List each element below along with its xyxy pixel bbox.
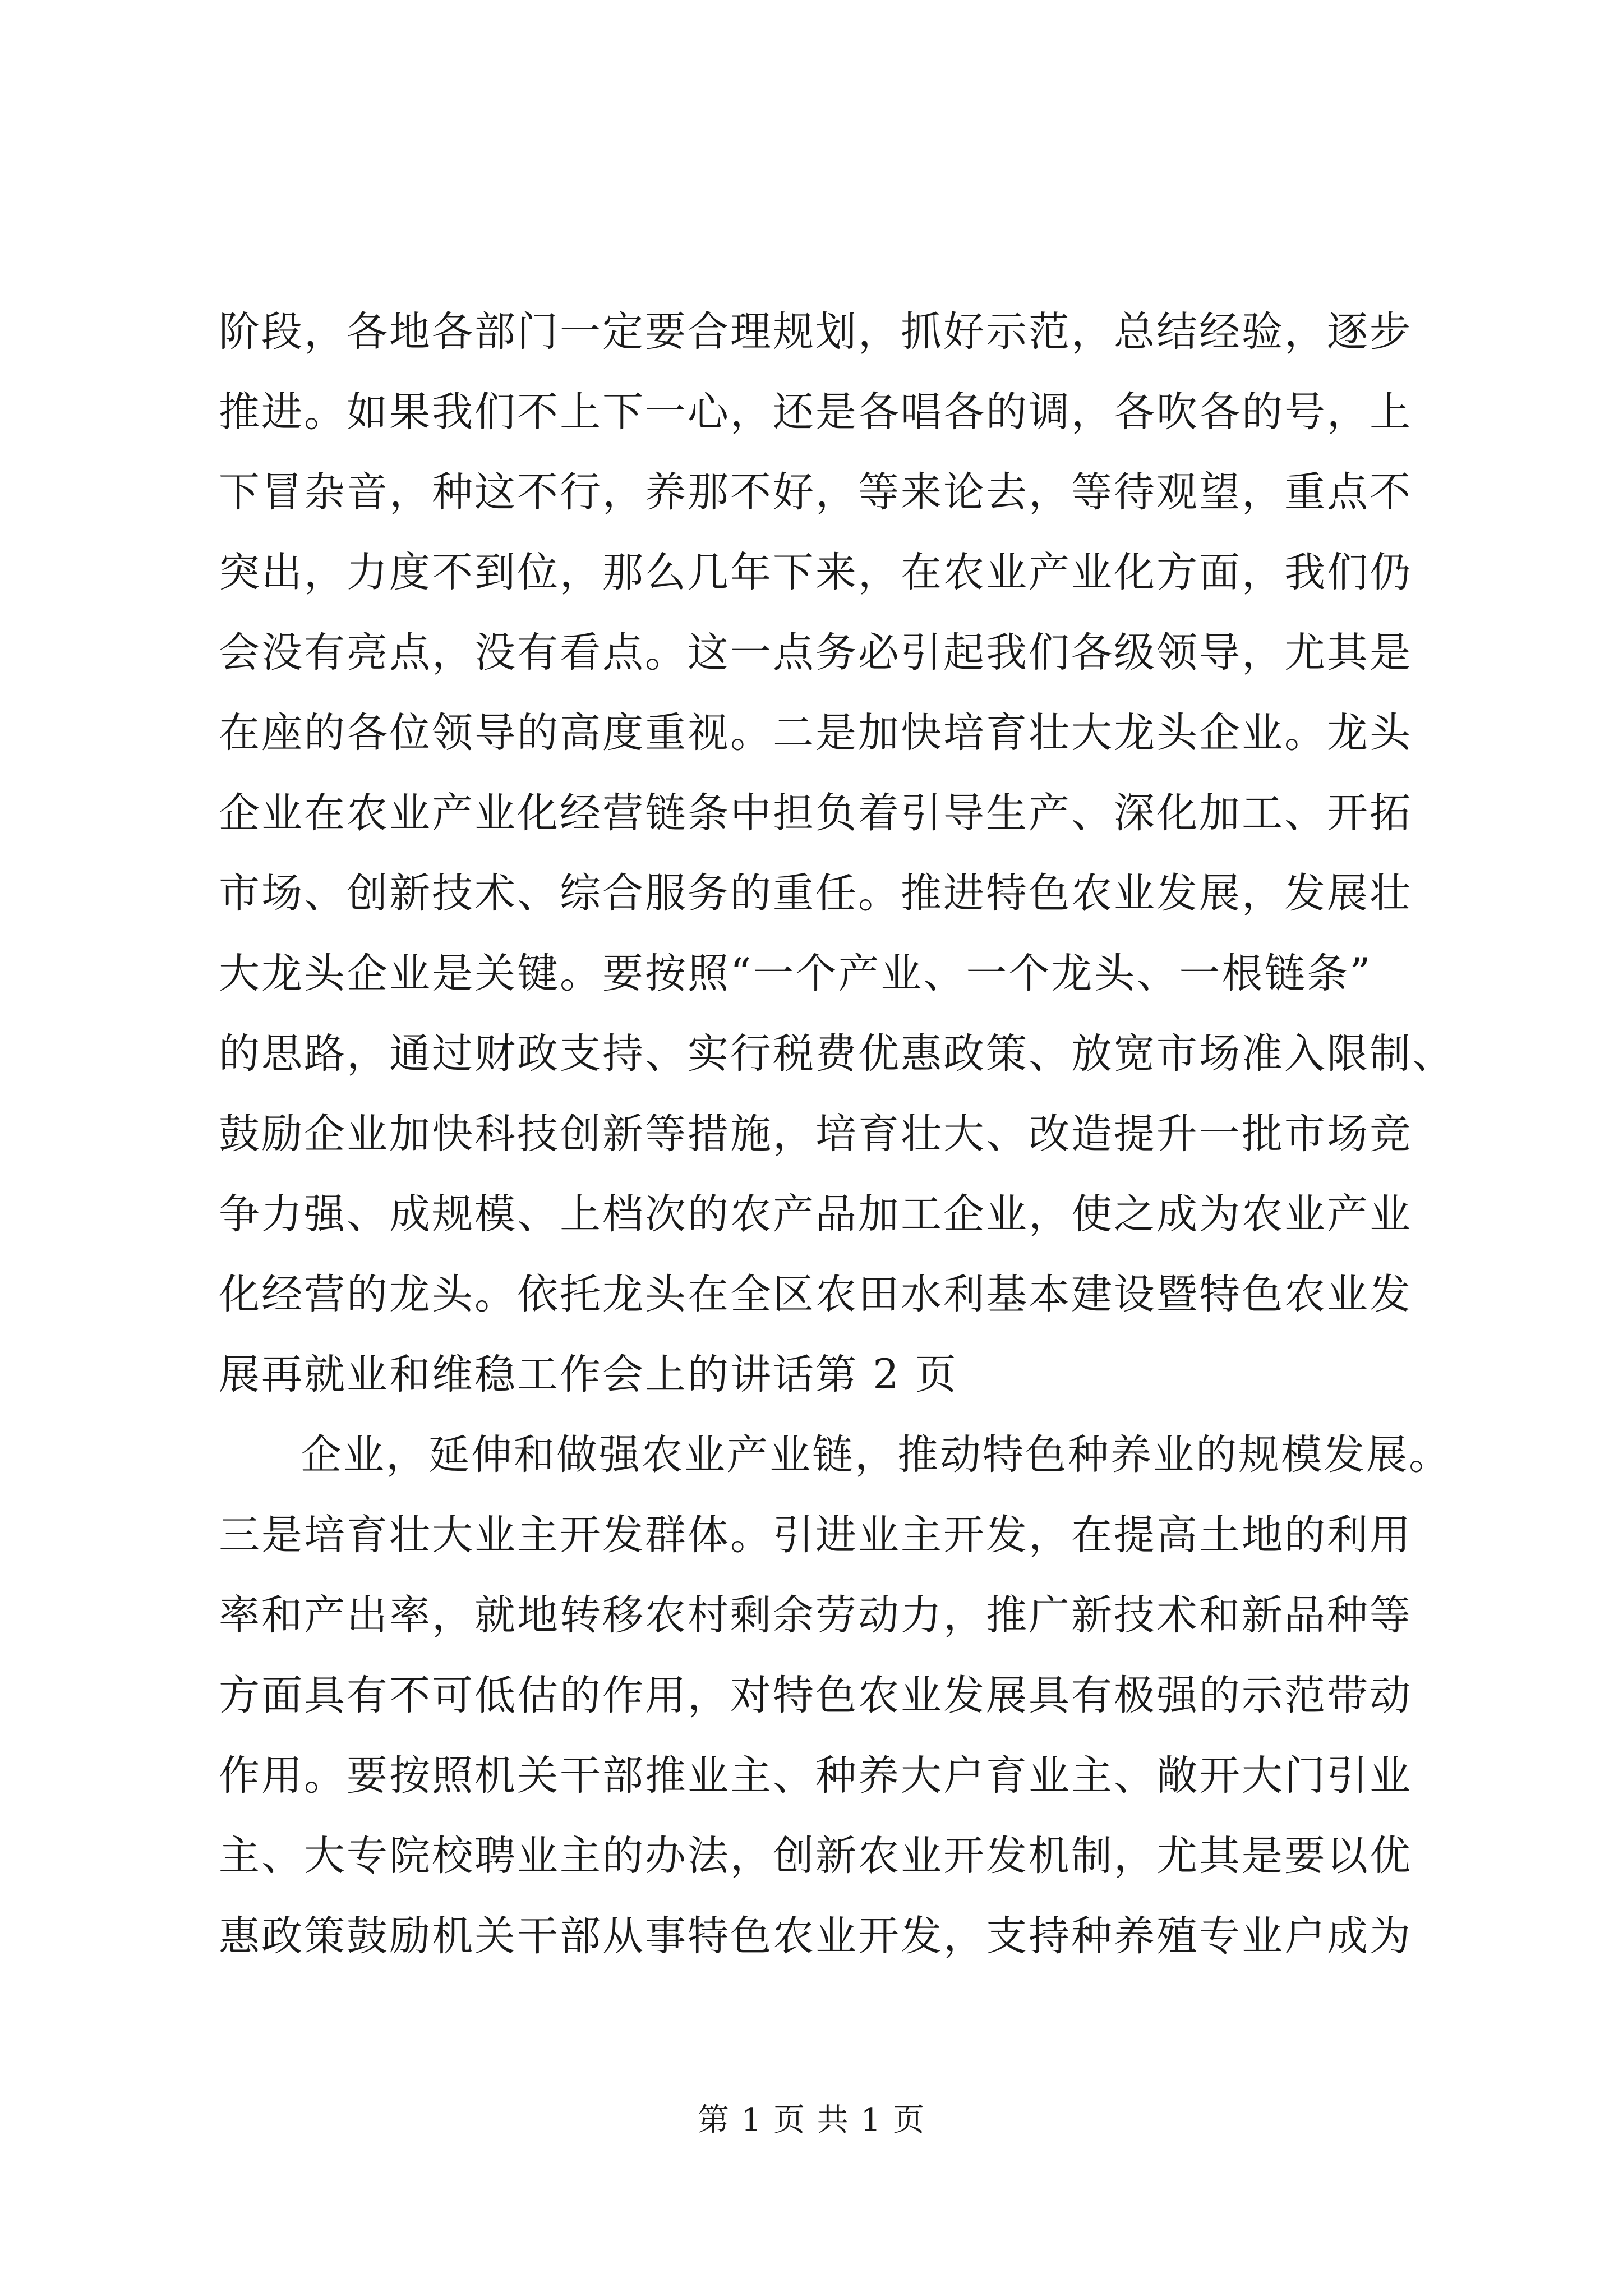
text-line: 下冒杂音，种这不行，养那不好，等来论去，等待观望，重点不 (219, 468, 1412, 516)
text-line: 突出，力度不到位，那么几年下来，在农业产业化方面，我们仍 (219, 549, 1412, 596)
text-line: 企业在农业产业化经营链条中担负着引导生产、深化加工、开拓 (219, 789, 1412, 837)
paragraph-start-line: 企业，延伸和做强农业产业链，推动特色种养业的规模发展。 (301, 1431, 1451, 1479)
text-line: 惠政策鼓励机关干部从事特色农业开发，支持种养殖专业户成为 (219, 1912, 1412, 1960)
text-line: 阶段，各地各部门一定要合理规划，抓好示范，总结经验，逐步 (219, 308, 1412, 356)
page-footer: 第 1 页 共 1 页 (697, 2102, 926, 2138)
text-line: 市场、创新技术、综合服务的重任。推进特色农业发展，发展壮 (219, 869, 1412, 917)
text-line: 在座的各位领导的高度重视。二是加快培育壮大龙头企业。龙头 (219, 709, 1412, 757)
text-line: 作用。要按照机关干部推业主、种养大户育业主、敞开大门引业 (219, 1752, 1412, 1800)
text-line: 会没有亮点，没有看点。这一点务必引起我们各级领导，尤其是 (219, 629, 1412, 677)
text-line: 大龙头企业是关键。要按照“一个产业、一个龙头、一根链条” (219, 950, 1372, 997)
text-line: 争力强、成规模、上档次的农产品加工企业，使之成为农业产业 (219, 1190, 1412, 1238)
text-line: 推进。如果我们不上下一心，还是各唱各的调，各吹各的号，上 (219, 388, 1412, 436)
text-line: 率和产出率，就地转移农村剩余劳动力，推广新技术和新品种等 (219, 1591, 1412, 1639)
text-line: 鼓励企业加快科技创新等措施，培育壮大、改造提升一批市场竞 (219, 1110, 1412, 1158)
text-line: 三是培育壮大业主开发群体。引进业主开发，在提高土地的利用 (219, 1511, 1412, 1559)
body-text (219, 292, 1455, 1976)
text-line: 的思路，通过财政支持、实行税费优惠政策、放宽市场准入限制、 (219, 1030, 1455, 1078)
text-line: 化经营的龙头。依托龙头在全区农田水利基本建设暨特色农业发 (219, 1271, 1412, 1318)
text-line: 主、大专院校聘业主的办法，创新农业开发机制，尤其是要以优 (219, 1832, 1412, 1880)
text-line: 方面具有不可低估的作用，对特色农业发展具有极强的示范带动 (219, 1672, 1412, 1719)
text-line: 展再就业和维稳工作会上的讲话第 2 页 (219, 1351, 958, 1398)
